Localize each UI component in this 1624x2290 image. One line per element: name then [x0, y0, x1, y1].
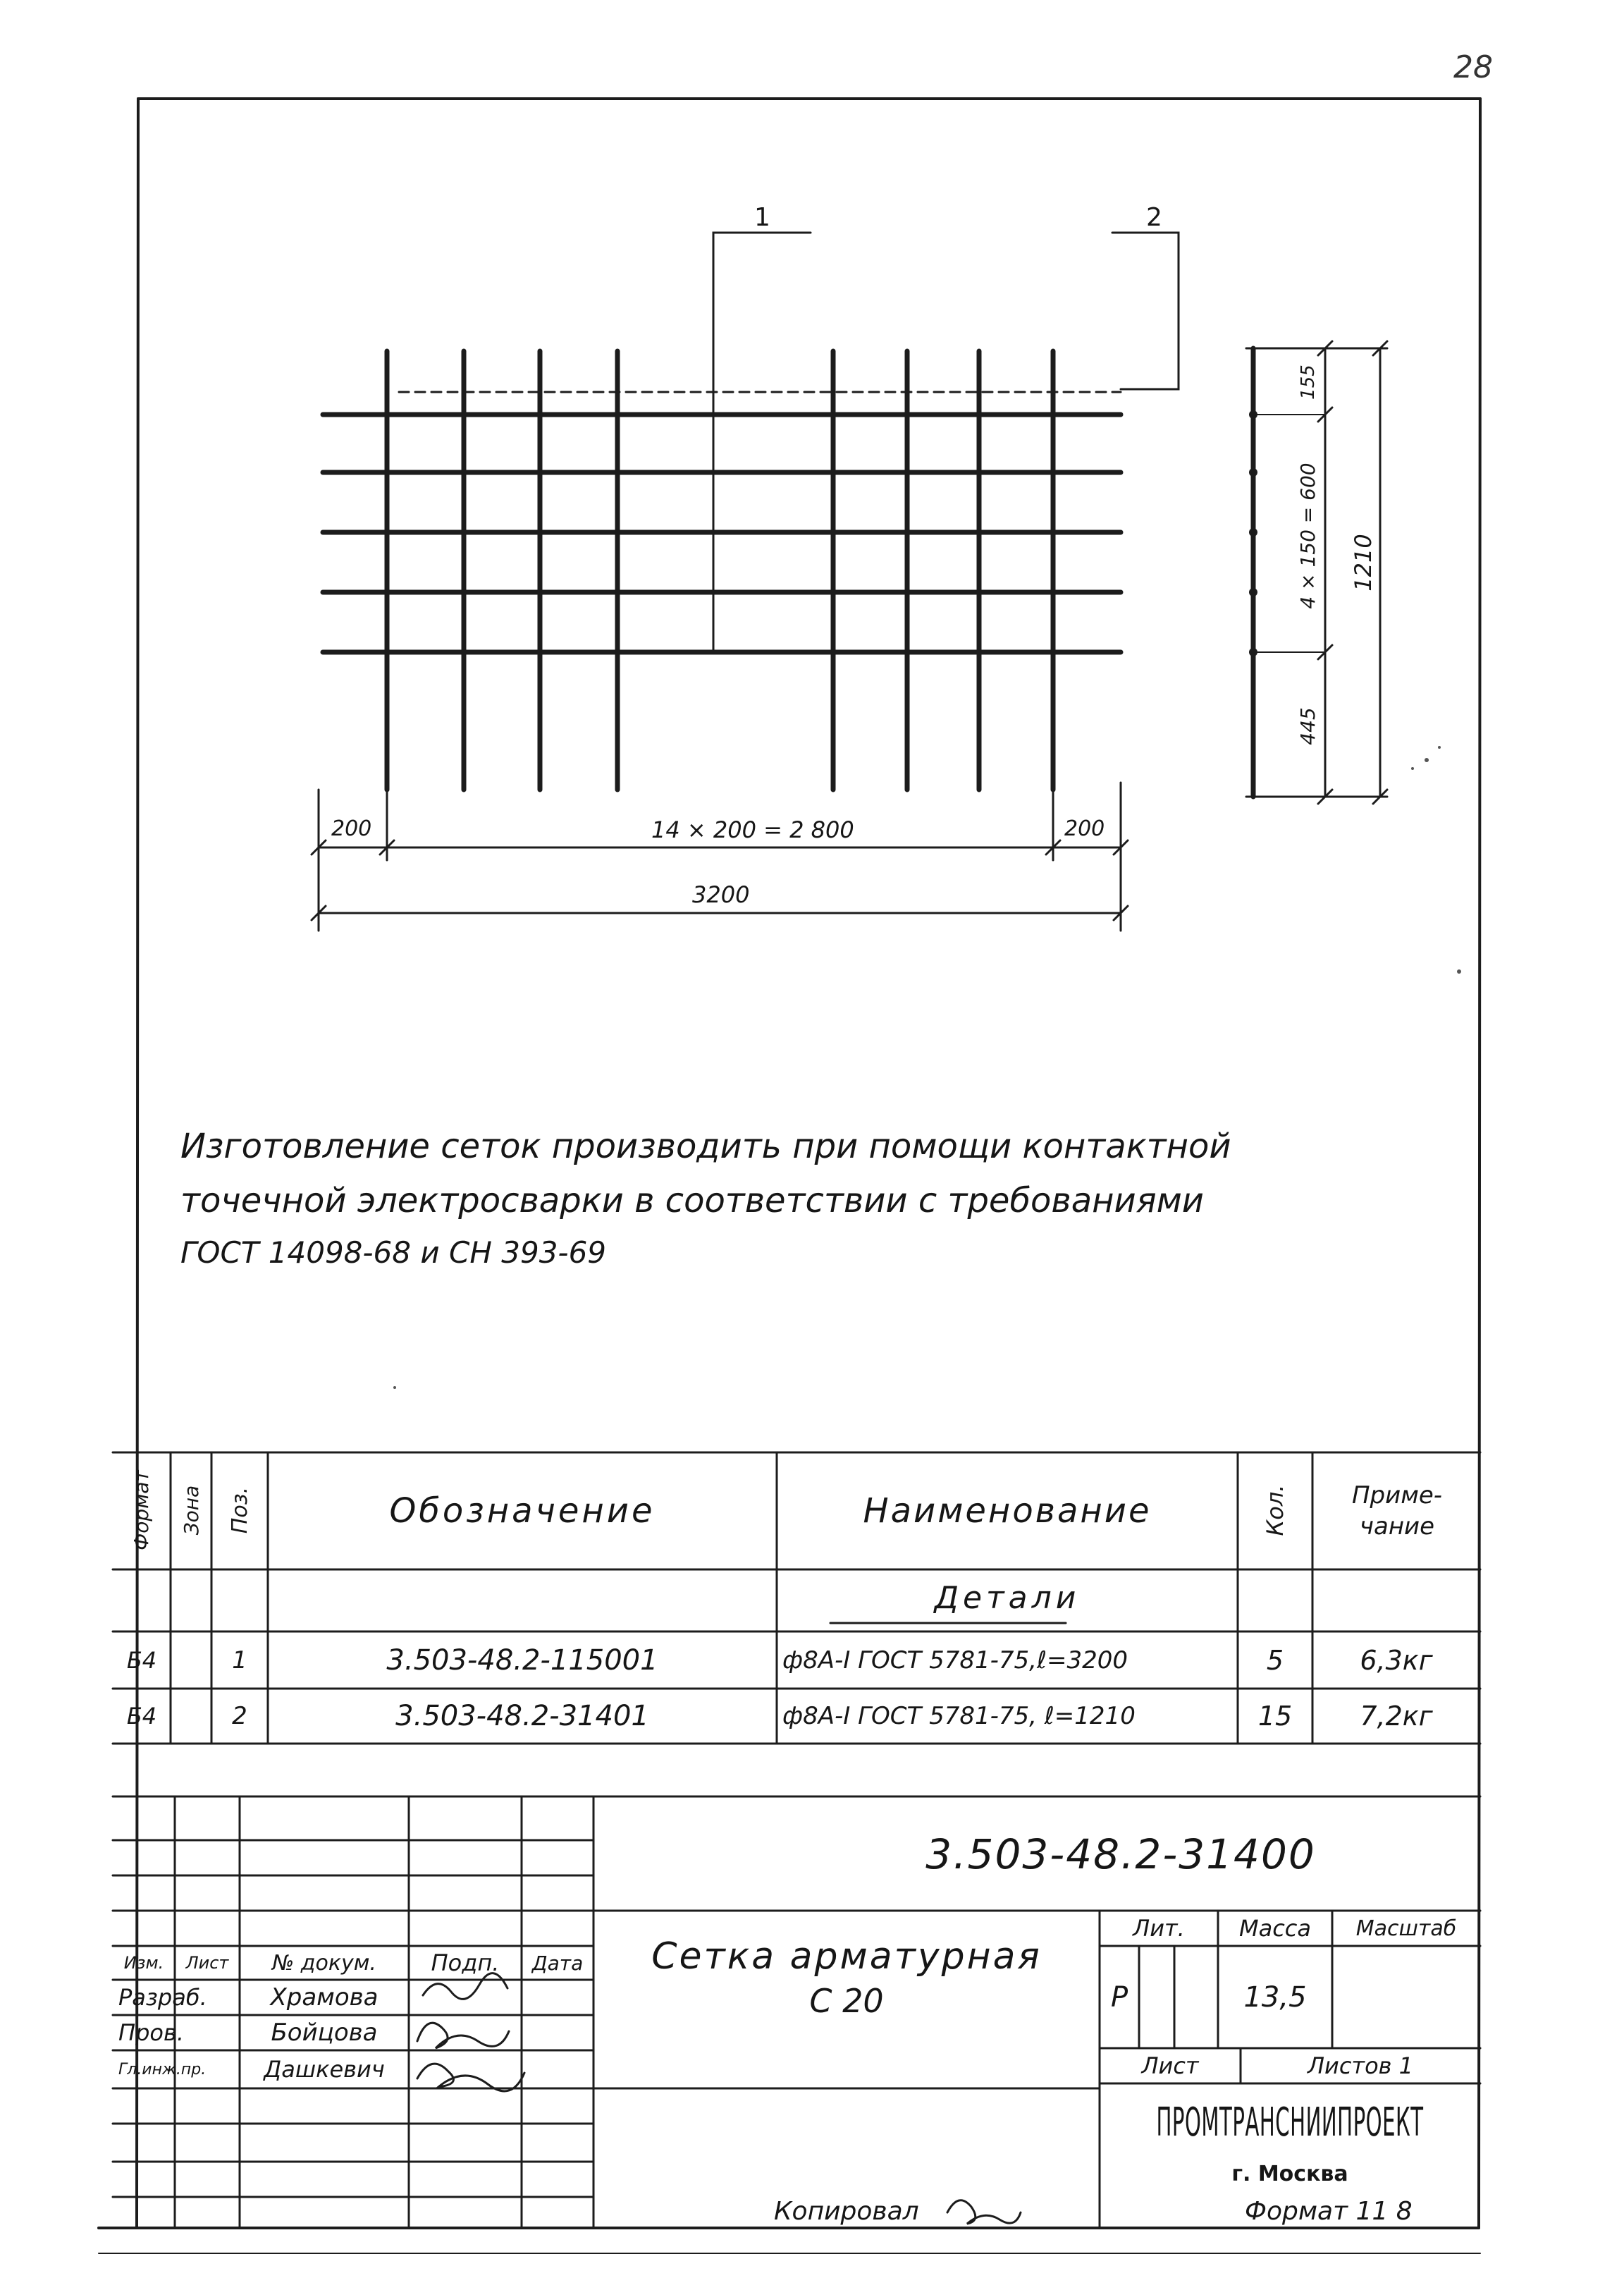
role-prov: Пров.	[118, 2019, 184, 2046]
dim-right-label: 200	[1064, 816, 1105, 841]
row-2-note: 7,2кг	[1360, 1701, 1433, 1732]
header-qty: Кол.	[1262, 1484, 1288, 1536]
row-1-designation: 3.503-48.2-115001	[386, 1643, 658, 1677]
doc-code: 3.503-48.2-31400	[925, 1830, 1316, 1878]
dim-left-label: 200	[331, 816, 372, 841]
row-1-qty: 5	[1266, 1644, 1284, 1676]
header-designation: Обозначение	[389, 1491, 656, 1531]
mass-value: 13,5	[1243, 1980, 1307, 2014]
label-scale: Масштаб	[1355, 1916, 1457, 1941]
label-sign: Подп.	[431, 1949, 500, 1976]
label-mass: Масса	[1238, 1915, 1311, 1942]
signature-prov	[417, 2023, 509, 2048]
dim-total-label: 3200	[692, 881, 750, 908]
callout-2-leader	[1112, 233, 1179, 389]
row-1-note: 6,3кг	[1360, 1644, 1433, 1676]
signature-glinzh	[417, 2064, 524, 2091]
header-name: Наименование	[863, 1491, 1152, 1531]
header-zone: Зона	[180, 1485, 203, 1536]
callout-2-label: 2	[1146, 203, 1162, 232]
side-dim-total-label: 1210	[1350, 534, 1377, 592]
name-glinzh: Дашкевич	[264, 2056, 385, 2083]
lit-value: Р	[1110, 1980, 1128, 2014]
label-izm: Изм.	[123, 1953, 164, 1973]
product-mark: С 20	[809, 1982, 884, 2020]
side-dim-mid-label: 4 × 150 = 600	[1296, 463, 1320, 609]
callout-1-leader	[713, 233, 811, 652]
section-title: Детали	[934, 1579, 1081, 1616]
mesh-horizontal-bars	[323, 415, 1121, 652]
row-2-qty: 15	[1257, 1701, 1293, 1732]
label-list: Лист	[185, 1953, 229, 1973]
header-pos: Поз.	[228, 1486, 252, 1534]
label-sheets: Листов 1	[1307, 2052, 1414, 2079]
side-dim-bottom-label: 445	[1296, 707, 1320, 745]
copied-label: Копировал	[774, 2197, 919, 2226]
name-prov: Бойцова	[271, 2019, 378, 2047]
label-lit: Лит.	[1133, 1915, 1185, 1942]
label-doc-no: № докум.	[272, 1950, 376, 1976]
note-line-2: точечной электросварки в соответствии с требованиями	[180, 1181, 1204, 1220]
header-note: Приме-чание	[1351, 1481, 1443, 1541]
frame-left	[137, 99, 138, 2228]
row-2-name: ф8А-I ГОСТ 5781-75, ℓ=1210	[782, 1702, 1136, 1730]
side-dim-top-label: 155	[1298, 365, 1319, 400]
role-razrab: Разраб.	[118, 1984, 207, 2011]
dim-ticks	[312, 840, 1128, 920]
format-label: Формат 11 8	[1245, 2197, 1413, 2226]
org-name: ПРОМТРАНСНИИПРОЕКТ	[1156, 2099, 1424, 2145]
page-number: 28	[1453, 49, 1493, 85]
dim-middle-label: 14 × 200 = 2 800	[651, 816, 854, 843]
org-city: г. Москва	[1231, 2161, 1348, 2186]
row-1-format: Б4	[126, 1646, 157, 1674]
callout-1-label: 1	[754, 203, 770, 232]
row-1-pos: 1	[232, 1646, 247, 1674]
note-line-1: Изготовление сеток производить при помощи контактной	[180, 1127, 1231, 1166]
scan-specks	[393, 746, 1461, 1389]
row-2-designation: 3.503-48.2-31401	[395, 1700, 649, 1732]
note-line-3: ГОСТ 14098-68 и СН 393-69	[180, 1235, 607, 1270]
row-2-format: Б4	[126, 1703, 157, 1729]
header-format: Формат	[130, 1470, 153, 1550]
row-2-pos: 2	[232, 1702, 247, 1730]
name-razrab: Храмова	[270, 1983, 379, 2012]
signature-copied	[947, 2200, 1021, 2224]
product-name: Сетка арматурная	[651, 1935, 1042, 1978]
label-sheet: Лист	[1141, 2052, 1199, 2079]
role-glinzh: Гл.инж.пр.	[118, 2060, 207, 2078]
frame-right	[1479, 99, 1480, 2228]
row-1-name: ф8А-I ГОСТ 5781-75,ℓ=3200	[782, 1646, 1128, 1674]
label-date: Дата	[531, 1951, 584, 1975]
